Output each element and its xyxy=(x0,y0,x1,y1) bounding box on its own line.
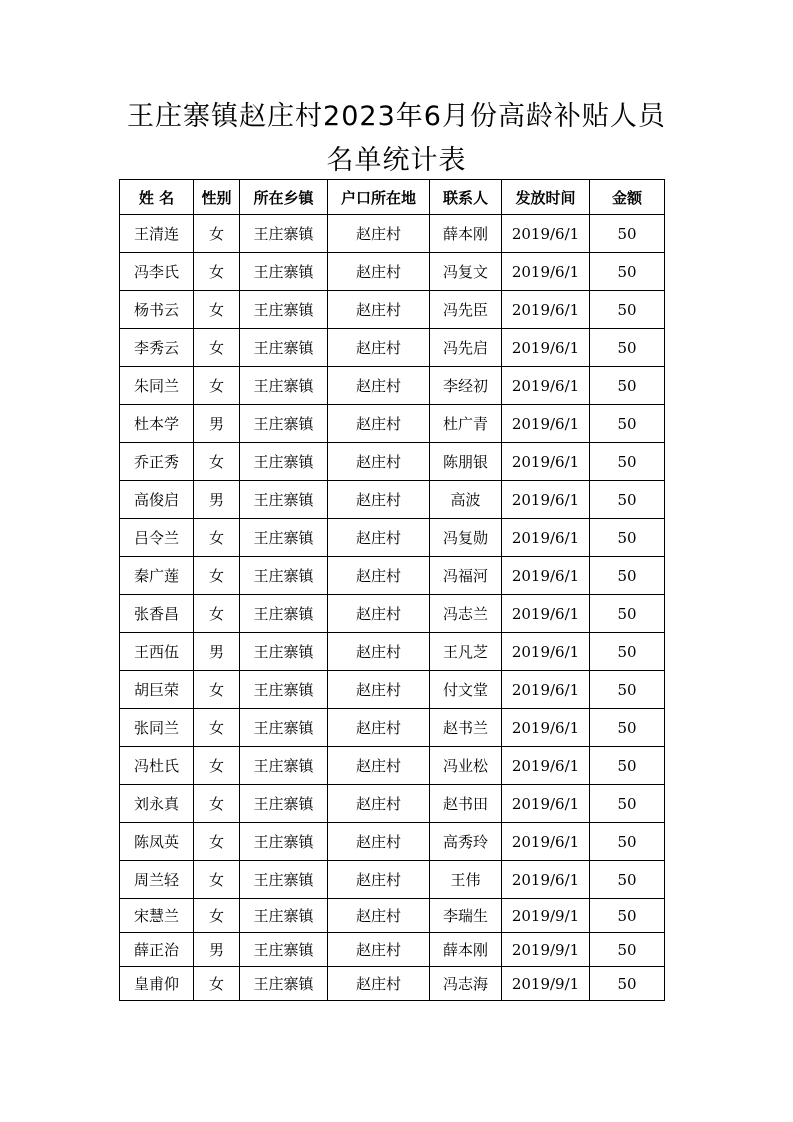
cell-payment-date: 2019/9/1 xyxy=(502,933,590,967)
cell-amount: 50 xyxy=(590,671,665,709)
cell-amount: 50 xyxy=(590,405,665,443)
cell-payment-date: 2019/6/1 xyxy=(502,215,590,253)
cell-name: 高俊启 xyxy=(120,481,194,519)
cell-name: 皇甫仰 xyxy=(120,967,194,1001)
table-row xyxy=(120,291,665,329)
document-title-line1: 王庄寨镇赵庄村2023年6月份高龄补贴人员 xyxy=(127,101,666,132)
cell-contact: 冯复勋 xyxy=(430,519,502,557)
cell-household-location: 赵庄村 xyxy=(328,671,430,709)
cell-amount: 50 xyxy=(590,443,665,481)
cell-household-location: 赵庄村 xyxy=(328,633,430,671)
table-row xyxy=(120,747,665,785)
table-row xyxy=(120,443,665,481)
header-contact: 联系人 xyxy=(430,180,502,215)
cell-contact: 冯先臣 xyxy=(430,291,502,329)
cell-gender: 女 xyxy=(194,823,240,861)
cell-household-location: 赵庄村 xyxy=(328,329,430,367)
cell-payment-date: 2019/9/1 xyxy=(502,967,590,1001)
cell-contact: 付文堂 xyxy=(430,671,502,709)
cell-household-location: 赵庄村 xyxy=(328,747,430,785)
cell-amount: 50 xyxy=(590,747,665,785)
cell-name: 张香昌 xyxy=(120,595,194,633)
cell-payment-date: 2019/6/1 xyxy=(502,595,590,633)
table-body xyxy=(120,215,665,1001)
cell-gender: 女 xyxy=(194,367,240,405)
cell-township: 王庄寨镇 xyxy=(240,557,328,595)
cell-payment-date: 2019/6/1 xyxy=(502,291,590,329)
table-row xyxy=(120,557,665,595)
cell-amount: 50 xyxy=(590,253,665,291)
cell-contact: 高波 xyxy=(430,481,502,519)
cell-amount: 50 xyxy=(590,329,665,367)
cell-township: 王庄寨镇 xyxy=(240,747,328,785)
cell-payment-date: 2019/6/1 xyxy=(502,823,590,861)
table-row xyxy=(120,329,665,367)
cell-payment-date: 2019/6/1 xyxy=(502,633,590,671)
cell-township: 王庄寨镇 xyxy=(240,329,328,367)
cell-amount: 50 xyxy=(590,595,665,633)
cell-gender: 女 xyxy=(194,595,240,633)
cell-payment-date: 2019/6/1 xyxy=(502,329,590,367)
cell-payment-date: 2019/6/1 xyxy=(502,367,590,405)
cell-name: 刘永真 xyxy=(120,785,194,823)
cell-household-location: 赵庄村 xyxy=(328,405,430,443)
cell-amount: 50 xyxy=(590,291,665,329)
cell-township: 王庄寨镇 xyxy=(240,481,328,519)
cell-amount: 50 xyxy=(590,785,665,823)
cell-gender: 女 xyxy=(194,443,240,481)
cell-name: 周兰轻 xyxy=(120,861,194,899)
cell-contact: 赵书兰 xyxy=(430,709,502,747)
table-row xyxy=(120,823,665,861)
cell-gender: 女 xyxy=(194,291,240,329)
cell-contact: 冯先启 xyxy=(430,329,502,367)
table-row xyxy=(120,215,665,253)
cell-amount: 50 xyxy=(590,367,665,405)
cell-township: 王庄寨镇 xyxy=(240,633,328,671)
cell-contact: 陈朋银 xyxy=(430,443,502,481)
cell-amount: 50 xyxy=(590,823,665,861)
table-row xyxy=(120,709,665,747)
cell-payment-date: 2019/6/1 xyxy=(502,253,590,291)
cell-township: 王庄寨镇 xyxy=(240,785,328,823)
cell-name: 陈凤英 xyxy=(120,823,194,861)
cell-name: 乔正秀 xyxy=(120,443,194,481)
cell-payment-date: 2019/9/1 xyxy=(502,899,590,933)
cell-amount: 50 xyxy=(590,215,665,253)
cell-amount: 50 xyxy=(590,709,665,747)
header-name: 姓 名 xyxy=(120,180,194,215)
cell-household-location: 赵庄村 xyxy=(328,367,430,405)
cell-gender: 女 xyxy=(194,785,240,823)
cell-name: 杜本学 xyxy=(120,405,194,443)
cell-household-location: 赵庄村 xyxy=(328,861,430,899)
table-header-row xyxy=(120,180,665,215)
cell-amount: 50 xyxy=(590,899,665,933)
cell-household-location: 赵庄村 xyxy=(328,933,430,967)
cell-gender: 女 xyxy=(194,215,240,253)
cell-payment-date: 2019/6/1 xyxy=(502,785,590,823)
cell-amount: 50 xyxy=(590,519,665,557)
cell-township: 王庄寨镇 xyxy=(240,291,328,329)
cell-household-location: 赵庄村 xyxy=(328,291,430,329)
cell-name: 冯李氏 xyxy=(120,253,194,291)
cell-name: 李秀云 xyxy=(120,329,194,367)
document-title-line2: 名单统计表 xyxy=(326,145,467,176)
cell-amount: 50 xyxy=(590,481,665,519)
cell-name: 朱同兰 xyxy=(120,367,194,405)
cell-household-location: 赵庄村 xyxy=(328,253,430,291)
table-row xyxy=(120,595,665,633)
cell-household-location: 赵庄村 xyxy=(328,557,430,595)
cell-contact: 李经初 xyxy=(430,367,502,405)
cell-amount: 50 xyxy=(590,861,665,899)
cell-gender: 女 xyxy=(194,519,240,557)
cell-township: 王庄寨镇 xyxy=(240,215,328,253)
cell-township: 王庄寨镇 xyxy=(240,519,328,557)
table-row xyxy=(120,253,665,291)
cell-gender: 男 xyxy=(194,481,240,519)
cell-gender: 女 xyxy=(194,709,240,747)
cell-gender: 女 xyxy=(194,253,240,291)
cell-township: 王庄寨镇 xyxy=(240,595,328,633)
cell-contact: 冯志海 xyxy=(430,967,502,1001)
cell-township: 王庄寨镇 xyxy=(240,253,328,291)
header-township: 所在乡镇 xyxy=(240,180,328,215)
header-amount: 金额 xyxy=(590,180,665,215)
cell-gender: 女 xyxy=(194,329,240,367)
cell-payment-date: 2019/6/1 xyxy=(502,709,590,747)
cell-contact: 冯福河 xyxy=(430,557,502,595)
cell-gender: 女 xyxy=(194,899,240,933)
cell-payment-date: 2019/6/1 xyxy=(502,861,590,899)
cell-household-location: 赵庄村 xyxy=(328,899,430,933)
cell-contact: 李瑞生 xyxy=(430,899,502,933)
cell-name: 薛正治 xyxy=(120,933,194,967)
cell-household-location: 赵庄村 xyxy=(328,481,430,519)
table-row xyxy=(120,899,665,933)
header-payment-date: 发放时间 xyxy=(502,180,590,215)
cell-township: 王庄寨镇 xyxy=(240,709,328,747)
cell-household-location: 赵庄村 xyxy=(328,443,430,481)
cell-household-location: 赵庄村 xyxy=(328,709,430,747)
cell-contact: 冯业松 xyxy=(430,747,502,785)
table-row xyxy=(120,967,665,1001)
cell-contact: 冯复文 xyxy=(430,253,502,291)
cell-name: 宋慧兰 xyxy=(120,899,194,933)
cell-gender: 女 xyxy=(194,747,240,785)
cell-township: 王庄寨镇 xyxy=(240,823,328,861)
cell-gender: 女 xyxy=(194,557,240,595)
cell-contact: 杜广青 xyxy=(430,405,502,443)
header-household-location: 户口所在地 xyxy=(328,180,430,215)
cell-gender: 女 xyxy=(194,861,240,899)
cell-township: 王庄寨镇 xyxy=(240,967,328,1001)
cell-name: 胡巨荣 xyxy=(120,671,194,709)
cell-gender: 女 xyxy=(194,967,240,1001)
cell-township: 王庄寨镇 xyxy=(240,367,328,405)
cell-amount: 50 xyxy=(590,633,665,671)
cell-gender: 男 xyxy=(194,933,240,967)
cell-amount: 50 xyxy=(590,557,665,595)
table-row xyxy=(120,481,665,519)
cell-contact: 冯志兰 xyxy=(430,595,502,633)
cell-contact: 薛本刚 xyxy=(430,933,502,967)
table-row xyxy=(120,405,665,443)
cell-township: 王庄寨镇 xyxy=(240,933,328,967)
table-row xyxy=(120,633,665,671)
cell-name: 张同兰 xyxy=(120,709,194,747)
cell-amount: 50 xyxy=(590,933,665,967)
cell-name: 吕令兰 xyxy=(120,519,194,557)
header-gender: 性别 xyxy=(194,180,240,215)
cell-township: 王庄寨镇 xyxy=(240,443,328,481)
cell-name: 王西伍 xyxy=(120,633,194,671)
subsidy-roster-table xyxy=(119,179,665,1001)
cell-household-location: 赵庄村 xyxy=(328,215,430,253)
cell-payment-date: 2019/6/1 xyxy=(502,747,590,785)
cell-household-location: 赵庄村 xyxy=(328,785,430,823)
cell-household-location: 赵庄村 xyxy=(328,823,430,861)
table-row xyxy=(120,861,665,899)
cell-gender: 男 xyxy=(194,633,240,671)
cell-name: 王清连 xyxy=(120,215,194,253)
cell-gender: 男 xyxy=(194,405,240,443)
cell-payment-date: 2019/6/1 xyxy=(502,481,590,519)
cell-name: 秦广莲 xyxy=(120,557,194,595)
cell-contact: 王伟 xyxy=(430,861,502,899)
cell-contact: 薛本刚 xyxy=(430,215,502,253)
cell-gender: 女 xyxy=(194,671,240,709)
cell-contact: 高秀玲 xyxy=(430,823,502,861)
cell-household-location: 赵庄村 xyxy=(328,519,430,557)
table-row xyxy=(120,785,665,823)
cell-payment-date: 2019/6/1 xyxy=(502,405,590,443)
cell-township: 王庄寨镇 xyxy=(240,899,328,933)
cell-township: 王庄寨镇 xyxy=(240,671,328,709)
cell-household-location: 赵庄村 xyxy=(328,595,430,633)
cell-household-location: 赵庄村 xyxy=(328,967,430,1001)
cell-payment-date: 2019/6/1 xyxy=(502,519,590,557)
table-row xyxy=(120,519,665,557)
cell-township: 王庄寨镇 xyxy=(240,861,328,899)
cell-township: 王庄寨镇 xyxy=(240,405,328,443)
cell-payment-date: 2019/6/1 xyxy=(502,443,590,481)
table-row xyxy=(120,671,665,709)
cell-name: 冯杜氏 xyxy=(120,747,194,785)
cell-amount: 50 xyxy=(590,967,665,1001)
cell-contact: 赵书田 xyxy=(430,785,502,823)
table-row xyxy=(120,933,665,967)
cell-name: 杨书云 xyxy=(120,291,194,329)
cell-payment-date: 2019/6/1 xyxy=(502,557,590,595)
cell-contact: 王凡芝 xyxy=(430,633,502,671)
table-row xyxy=(120,367,665,405)
cell-payment-date: 2019/6/1 xyxy=(502,671,590,709)
